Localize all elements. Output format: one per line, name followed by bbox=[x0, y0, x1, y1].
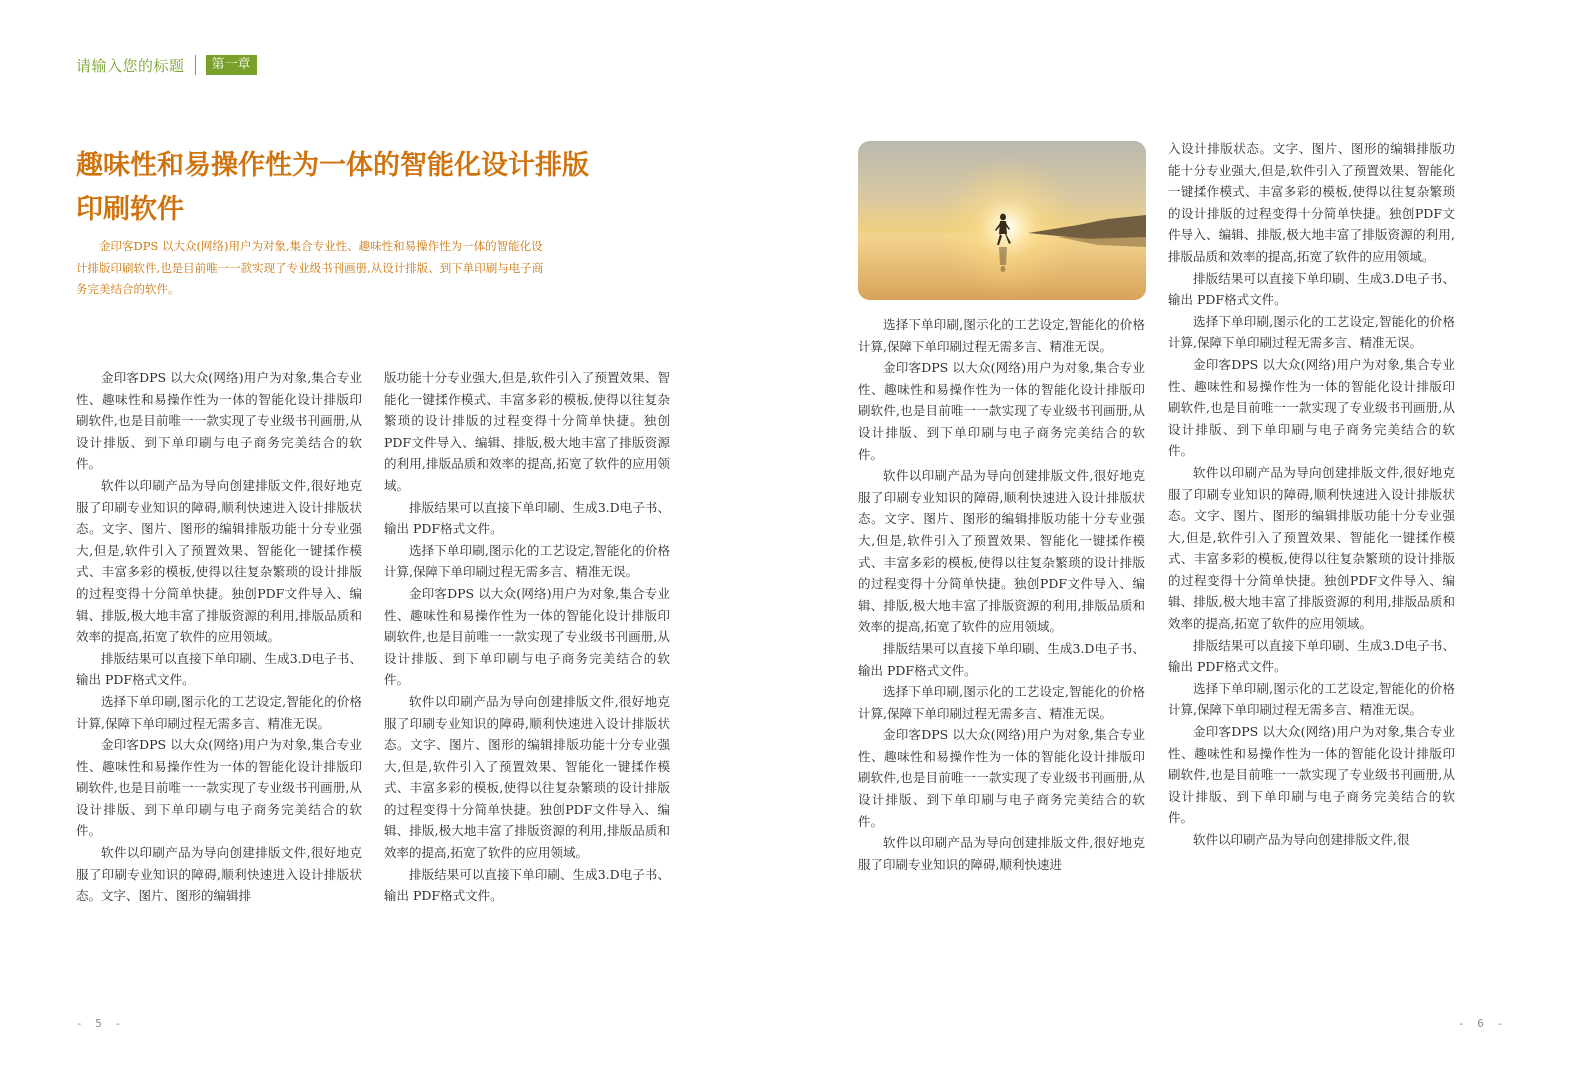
paragraph: 金印客DPS 以大众(网络)用户为对象,集合专业性、趣味性和易操作性为一体的智能化设计排版印刷软件,也是目前唯一一款实现了专业级书刊画册,从设计排版、到下单印刷与电子商务完美结合的软件。 bbox=[1168, 724, 1455, 826]
paragraph: 金印客DPS 以大众(网络)用户为对象,集合专业性、趣味性和易操作性为一体的智能化设计排版印刷软件,也是目前唯一一款实现了专业级书刊画册,从设计排版、到下单印刷与电子商务完美结合的软件。 bbox=[76, 370, 362, 472]
paragraph: 选择下单印刷,图示化的工艺设定,智能化的价格计算,保障下单印刷过程无需多言、精准无误。 bbox=[1168, 680, 1455, 718]
right-page bbox=[794, 0, 1588, 1077]
page-number: - 6 - bbox=[1458, 1017, 1507, 1030]
paragraph: 软件以印刷产品为导向创建排版文件,很好地克服了印刷专业知识的障碍,顺利快速进 bbox=[858, 835, 1145, 872]
paragraph-continued: 版功能十分专业强大,但是,软件引入了预置效果、智能化一键揉作模式、丰富多彩的模板,使得以往复杂繁琐的设计排版的过程变得十分简单快捷。独创PDF文件导入、编辑、排版,极大地丰富了排版资源的利用,排版品质和效率的提高,拓宽了软件的应用领域。 bbox=[384, 370, 670, 493]
header-divider bbox=[195, 55, 196, 75]
paragraph: 选择下单印刷,图示化的工艺设定,智能化的价格计算,保障下单印刷过程无需多言、精准无误。 bbox=[858, 317, 1145, 354]
paragraph: 选择下单印刷,图示化的工艺设定,智能化的价格计算,保障下单印刷过程无需多言、精准无误。 bbox=[1168, 313, 1455, 351]
paragraph: 金印客DPS 以大众(网络)用户为对象,集合专业性、趣味性和易操作性为一体的智能化设计排版印刷软件,也是目前唯一一款实现了专业级书刊画册,从设计排版、到下单印刷与电子商务完美结合的软件。 bbox=[858, 727, 1145, 829]
sunset-beach-runner-photo-icon bbox=[858, 141, 1146, 300]
paragraph: 软件以印刷产品为导向创建排版文件,很好地克服了印刷专业知识的障碍,顺利快速进入设计排版状态。文字、图片、图形的编辑排版功能十分专业强大,但是,软件引入了预置效果、智能化一键揉作模式、丰富多彩的模板,使得以往复杂繁琐的设计排版的过程变得十分简单快捷。独创PDF文件导入、编辑、排版,极大地丰富了排版资源的利用,排版品质和效率的提高,拓宽了软件的应用领域。 bbox=[76, 477, 362, 645]
paragraph: 排版结果可以直接下单印刷、生成3.D电子书、输出 PDF格式文件。 bbox=[76, 650, 362, 688]
page-number: - 5 - bbox=[76, 1017, 125, 1030]
paragraph: 金印客DPS 以大众(网络)用户为对象,集合专业性、趣味性和易操作性为一体的智能化设计排版印刷软件,也是目前唯一一款实现了专业级书刊画册,从设计排版、到下单印刷与电子商务完美结合的软件。 bbox=[1168, 356, 1455, 459]
paragraph: 软件以印刷产品为导向创建排版文件,很好地克服了印刷专业知识的障碍,顺利快速进入设计排版状态。文字、图片、图形的编辑排版功能十分专业强大,但是,软件引入了预置效果、智能化一键揉作模式、丰富多彩的模板,使得以往复杂繁琐的设计排版的过程变得十分简单快捷。独创PDF文件导入、编辑、排版,极大地丰富了排版资源的利用,排版品质和效率的提高,拓宽了软件的应用领域。 bbox=[384, 693, 670, 861]
running-header bbox=[76, 52, 257, 78]
paragraph: 软件以印刷产品为导向创建排版文件,很好地克服了印刷专业知识的障碍,顺利快速进入设计排版状态。文字、图片、图形的编辑排版功能十分专业强大,但是,软件引入了预置效果、智能化一键揉作模式、丰富多彩的模板,使得以往复杂繁琐的设计排版的过程变得十分简单快捷。独创PDF文件导入、编辑、排版,极大地丰富了排版资源的利用,排版品质和效率的提高,拓宽了软件的应用领域。 bbox=[858, 468, 1145, 635]
paragraph: 软件以印刷产品为导向创建排版文件,很 bbox=[1193, 832, 1410, 847]
paragraph: 选择下单印刷,图示化的工艺设定,智能化的价格计算,保障下单印刷过程无需多言、精准无误。 bbox=[858, 684, 1145, 721]
paragraph: 软件以印刷产品为导向创建排版文件,很好地克服了印刷专业知识的障碍,顺利快速进入设计排版状态。文字、图片、图形的编辑排版功能十分专业强大,但是,软件引入了预置效果、智能化一键揉作模式、丰富多彩的模板,使得以往复杂繁琐的设计排版的过程变得十分简单快捷。独创PDF文件导入、编辑、排版,极大地丰富了排版资源的利用,排版品质和效率的提高,拓宽了软件的应用领域。 bbox=[1168, 464, 1455, 632]
paragraph: 排版结果可以直接下单印刷、生成3.D电子书、输出 PDF格式文件。 bbox=[1168, 637, 1455, 675]
paragraph: 排版结果可以直接下单印刷、生成3.D电子书、输出 PDF格式文件。 bbox=[858, 640, 1145, 678]
sunset-beach-photo bbox=[858, 141, 1146, 300]
paragraph: 软件以印刷产品为导向创建排版文件,很好地克服了印刷专业知识的障碍,顺利快速进入设计排版状态。文字、图片、图形的编辑排 bbox=[76, 845, 362, 904]
chapter-badge: 第一章 bbox=[206, 55, 257, 75]
article-title: 趣味性和易操作性为一体的智能化设计排版印刷软件 bbox=[76, 150, 589, 225]
right-page-column-1 bbox=[858, 314, 1145, 875]
paragraph: 金印客DPS 以大众(网络)用户为对象,集合专业性、趣味性和易操作性为一体的智能化设计排版印刷软件,也是目前唯一一款实现了专业级书刊画册,从设计排版、到下单印刷与电子商务完美结合的软件。 bbox=[384, 585, 670, 688]
paragraph: 排版结果可以直接下单印刷、生成3.D电子书、输出 PDF格式文件。 bbox=[384, 866, 670, 904]
left-page-column-1 bbox=[76, 367, 362, 907]
article-intro: 金印客DPS 以大众(网络)用户为对象,集合专业性、趣味性和易操作性为一体的智能化设计排版印刷软件,也是目前唯一一款实现了专业级书刊画册,从设计排版、到下单印刷与电子商务完美结合的软件。 bbox=[76, 239, 544, 296]
paragraph: 选择下单印刷,图示化的工艺设定,智能化的价格计算,保障下单印刷过程无需多言、精准无误。 bbox=[76, 693, 362, 731]
header-title: 请输入您的标题 bbox=[76, 56, 185, 75]
paragraph: 排版结果可以直接下单印刷、生成3.D电子书、输出 PDF格式文件。 bbox=[384, 499, 670, 537]
paragraph: 排版结果可以直接下单印刷、生成3.D电子书、输出 PDF格式文件。 bbox=[1168, 270, 1455, 308]
paragraph-continued: 入设计排版状态。文字、图片、图形的编辑排版功能十分专业强大,但是,软件引入了预置效果、智能化一键揉作模式、丰富多彩的模板,使得以往复杂繁琐的设计排版的过程变得十分简单快捷。独创PDF文件导入、编辑、排版,极大地丰富了排版资源的利用,排版品质和效率的提高,拓宽了软件的应用领域。 bbox=[1168, 141, 1455, 264]
left-page-column-2 bbox=[384, 367, 670, 907]
paragraph: 选择下单印刷,图示化的工艺设定,智能化的价格计算,保障下单印刷过程无需多言、精准无误。 bbox=[384, 542, 670, 580]
paragraph: 金印客DPS 以大众(网络)用户为对象,集合专业性、趣味性和易操作性为一体的智能化设计排版印刷软件,也是目前唯一一款实现了专业级书刊画册,从设计排版、到下单印刷与电子商务完美结合的软件。 bbox=[76, 737, 362, 839]
right-page-column-2 bbox=[1168, 138, 1455, 851]
paragraph: 金印客DPS 以大众(网络)用户为对象,集合专业性、趣味性和易操作性为一体的智能化设计排版印刷软件,也是目前唯一一款实现了专业级书刊画册,从设计排版、到下单印刷与电子商务完美结合的软件。 bbox=[858, 360, 1145, 462]
